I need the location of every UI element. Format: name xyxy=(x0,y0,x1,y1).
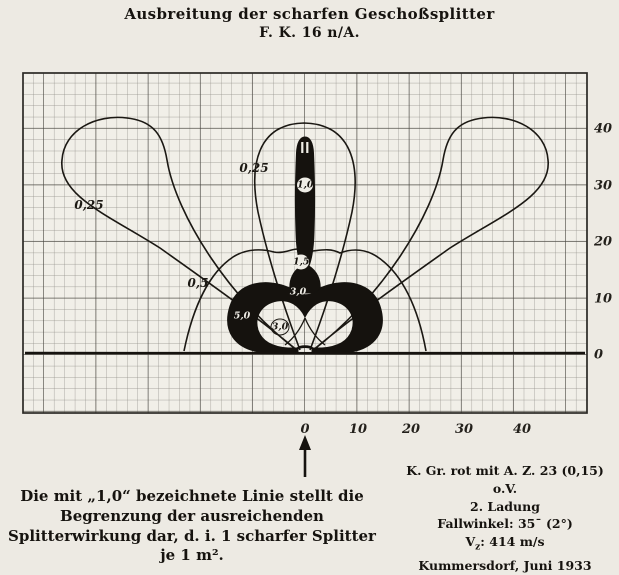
contour-label-1-0-spike: 1,0 xyxy=(297,179,314,191)
x-tick-20: 20 xyxy=(401,422,421,437)
x-tick-10: 10 xyxy=(348,422,368,437)
y-tick-20: 20 xyxy=(594,234,613,250)
contour-label-3-0-heart: 3,0 xyxy=(271,319,290,336)
x-tick-0: 0 xyxy=(300,422,310,437)
impact-velocity-line xyxy=(398,533,612,554)
caption-explanation-line2: der ausreichenden Splitterwirkung dar, d. i. 1 scharfer xyxy=(8,506,324,545)
velocity-value: : 414 m/s xyxy=(480,534,545,549)
caption-firing-data xyxy=(398,462,612,575)
velocity-subscript: z xyxy=(475,542,481,553)
y-tick-40: 40 xyxy=(594,121,613,137)
y-tick-30: 30 xyxy=(594,178,613,194)
contour-label-3-0-top: 3,0 xyxy=(289,286,307,298)
contour-label-0-25-dome: 0,25 xyxy=(239,161,269,175)
caption-explanation-line1: Die mit „1,0“ bezeichnete Linie stellt die Begrenzung xyxy=(20,487,364,525)
page-subtitle: F. K. 16 n/A. xyxy=(259,25,360,41)
y-tick-0: 0 xyxy=(594,347,604,363)
place-date-line: Kummersdorf, Juni 1933 xyxy=(418,558,592,574)
contour-label-1-5: 1,5 xyxy=(293,256,310,268)
x-tick-40: 40 xyxy=(512,422,532,437)
y-tick-10: 10 xyxy=(594,291,613,307)
page-title: Ausbreitung der scharfen Geschoßsplitter xyxy=(124,5,495,23)
velocity-symbol: V xyxy=(465,534,476,549)
direction-of-fire-arrow xyxy=(299,435,311,477)
zero-baseline xyxy=(25,353,585,354)
contour-label-0-25-left: 0,25 xyxy=(74,198,104,212)
shell-and-fuze-line: K. Gr. rot mit A. Z. 23 (0,15) o.V. xyxy=(406,463,604,496)
x-tick-30: 30 xyxy=(454,422,474,437)
contour-label-5-0: 5,0 xyxy=(233,310,251,322)
contour-label-0-5: 0,5 xyxy=(187,276,209,290)
fall-angle-line: Fallwinkel: 35¯ (2°) xyxy=(437,516,573,532)
charge-line: 2. Ladung xyxy=(470,498,540,514)
caption-explanation xyxy=(6,487,378,566)
caption-explanation-line3: Splitter je 1 m². xyxy=(160,526,376,565)
